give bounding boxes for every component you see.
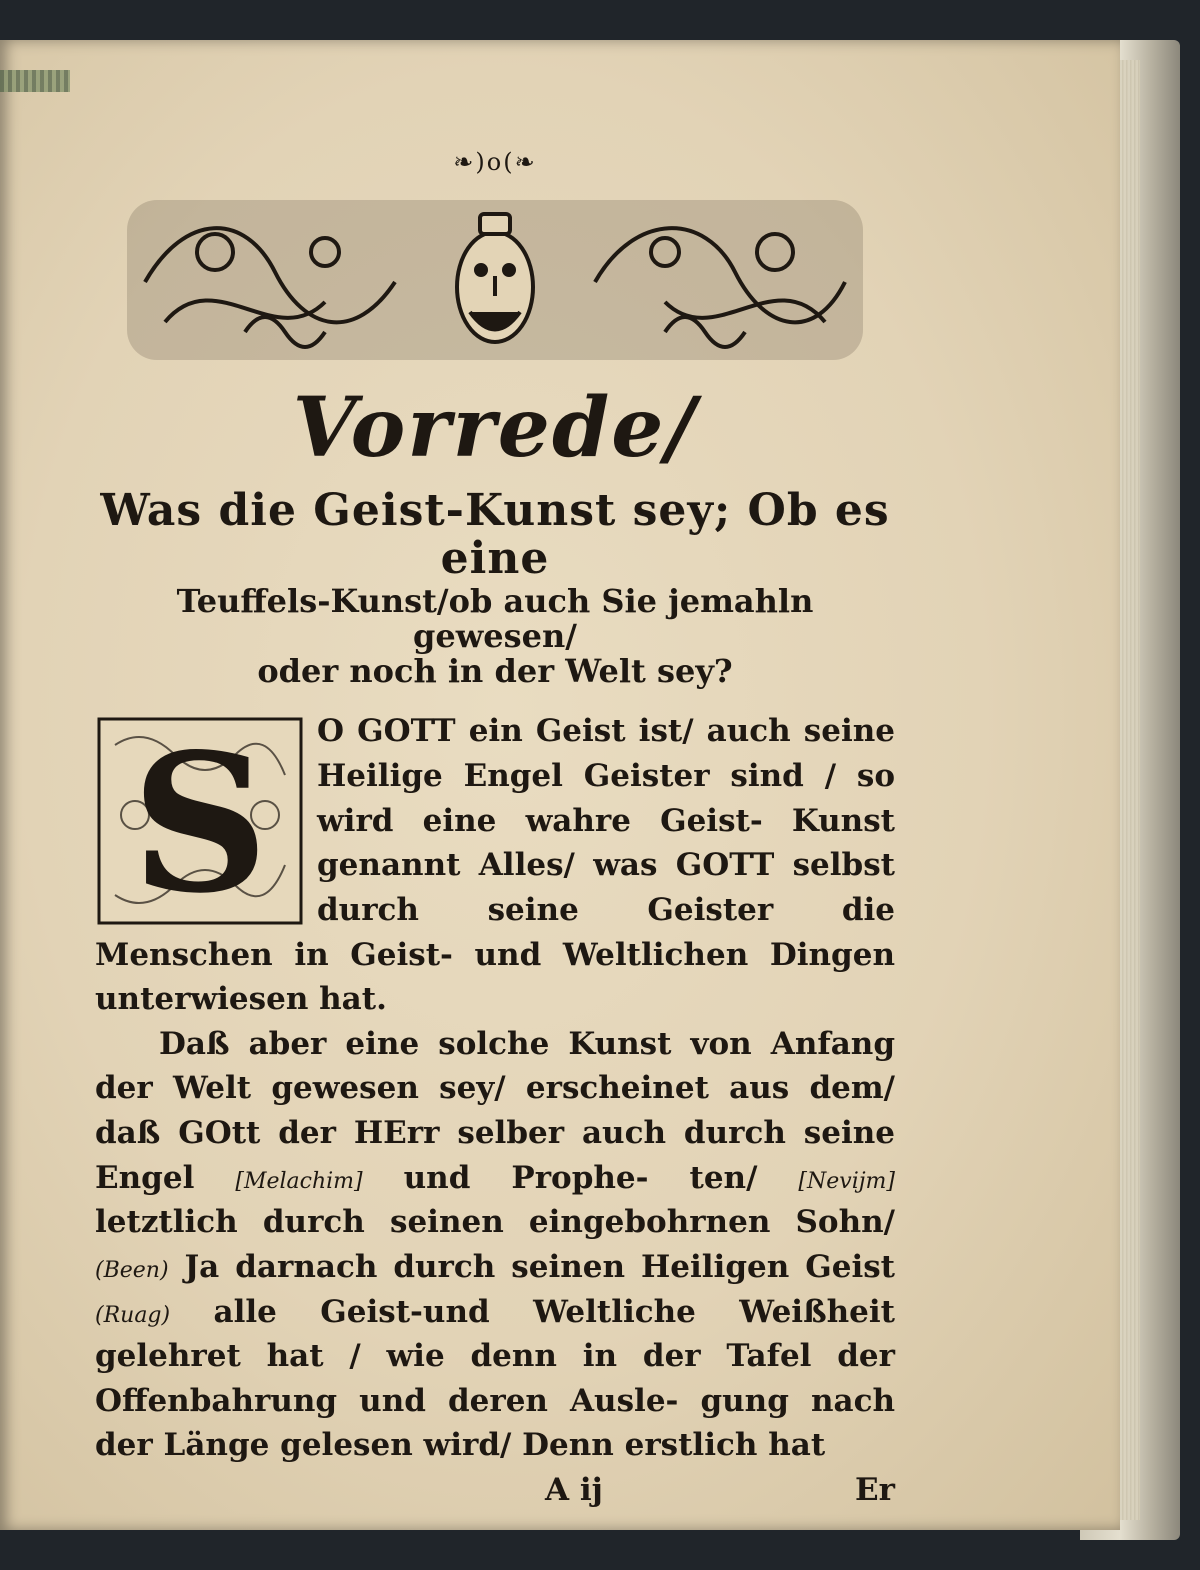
- body-text: [95, 709, 895, 1468]
- latin-term-nevijm: [Nevijm]: [798, 1168, 896, 1194]
- catchword: Er: [855, 1472, 895, 1509]
- page-footer: [95, 1472, 895, 1508]
- chapter-title: Vorrede/: [292, 380, 698, 476]
- page-header: ❧)o(❧: [453, 148, 537, 176]
- dropcap-letter: S: [131, 715, 269, 928]
- binding-thread: [0, 70, 70, 92]
- subtitle: [95, 487, 895, 689]
- print-area: [95, 100, 895, 1508]
- ornamental-headpiece: [125, 192, 865, 367]
- para2-text-d: Ja darnach durch seinen Heiligen Geist: [168, 1248, 895, 1285]
- subtitle-line-3: oder noch in der Welt sey?: [257, 652, 733, 691]
- para2-text-e: alle Geist-und Weltliche Weißheit gelehret hat / wie denn in der Tafel der Offenbahrung und deren Ausle- gung nach der Länge gelesen wird/ Denn erstlich hat: [95, 1293, 895, 1464]
- latin-term-been: (Been): [95, 1257, 169, 1283]
- latin-term-ruag: (Ruag): [95, 1302, 171, 1328]
- paragraph-2: [95, 1022, 895, 1468]
- paragraph-1: O GOTT ein Geist ist/ auch seine Heilige Engel Geister sind / so wird eine wahre Geist- Kunst genannt Alles/ was GOTT selbst durch seine Geister die Menschen in Geist- und Weltlichen Dingen unterwiesen hat.: [95, 713, 895, 1018]
- subtitle-line-2: Teuffels-Kunst/ob auch Sie jemahln gewesen/: [176, 581, 814, 656]
- para2-text-a: Daß aber eine solche Kunst von Anfang der Welt gewesen sey/ erscheinet aus dem/ daß GOtt der HErr selber auch durch seine Engel: [95, 1025, 895, 1196]
- latin-term-melachim: [Melachim]: [235, 1168, 363, 1194]
- para2-text-c: letztlich durch seinen eingebohrnen Sohn/: [95, 1204, 895, 1241]
- decorated-initial: [95, 715, 305, 927]
- subtitle-line-1: Was die Geist-Kunst sey; Ob es eine: [100, 485, 890, 585]
- book-page: [0, 40, 1120, 1530]
- signature-mark: A ij: [545, 1472, 603, 1509]
- para2-text-b: und Prophe- ten/: [362, 1159, 799, 1196]
